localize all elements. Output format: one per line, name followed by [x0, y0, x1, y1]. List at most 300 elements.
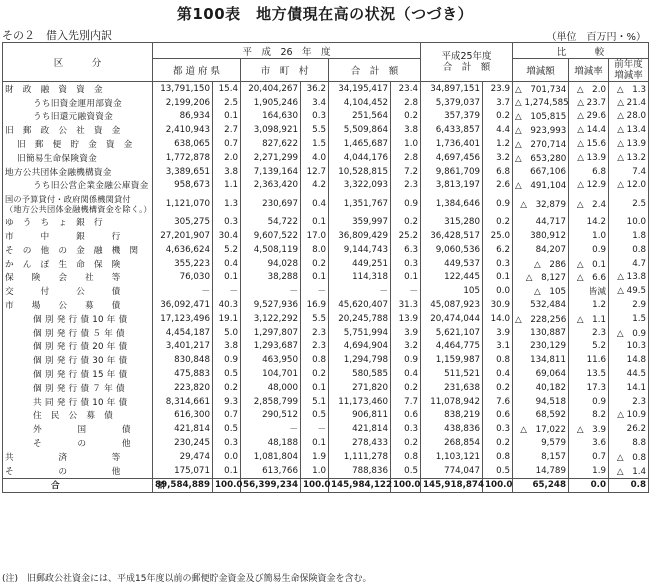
table-cell: 4.4 — [483, 123, 513, 137]
table-cell: 12.7 — [301, 165, 329, 179]
row-label: か ん ぽ 生 命 保 険 — [3, 257, 153, 271]
table-cell: 1,294,798 — [329, 353, 391, 367]
table-cell: 1,465,687 — [329, 137, 391, 151]
table-cell: 7.2 — [391, 165, 421, 179]
table-cell: 9,607,522 — [241, 229, 301, 243]
table-cell: 56,399,234 — [241, 478, 301, 493]
row-label: 国の予算貸付・政府関係機関貸付 （地方公共団体金融機構資金を除く。） — [3, 192, 153, 215]
table-cell: △ 105 — [513, 284, 569, 298]
table-cell: 0.1 — [301, 271, 329, 285]
table-cell: 1,384,646 — [421, 192, 483, 215]
table-cell: 2.5 — [609, 192, 649, 215]
table-cell: 359,997 — [329, 215, 391, 229]
table-cell: 2.3 — [391, 179, 421, 193]
table-cell: 11,173,460 — [329, 395, 391, 409]
table-cell: 0.4 — [391, 367, 421, 381]
table-row — [3, 312, 649, 326]
table-cell: 0.1 — [301, 436, 329, 450]
table-cell: 638,065 — [153, 137, 213, 151]
table-cell: △ 49.5 — [609, 284, 649, 298]
table-cell: 15.4 — [213, 82, 241, 96]
table-cell: 4,464,775 — [421, 340, 483, 354]
table-cell: 1.9 — [301, 450, 329, 464]
row-label: 個 別 発 行 債 10 年 債 — [3, 312, 153, 326]
table-cell: 19.1 — [213, 312, 241, 326]
table-cell: 4.2 — [301, 179, 329, 193]
table-cell: 100.0 — [483, 478, 513, 493]
row-label: 住 民 公 募 債 — [3, 409, 153, 423]
table-cell: 0.2 — [483, 381, 513, 395]
table-subtitle: その２ 借入先別内訳 — [2, 29, 112, 42]
table-cell: △ 17,022 — [513, 422, 569, 436]
table-cell: 6.8 — [569, 165, 609, 179]
table-cell: 958,673 — [153, 179, 213, 193]
table-row — [3, 326, 649, 340]
table-cell: 2.9 — [609, 298, 649, 312]
table-cell: 421,814 — [329, 422, 391, 436]
table-cell: 315,280 — [421, 215, 483, 229]
table-row — [3, 367, 649, 381]
table-cell: 0.8 — [609, 243, 649, 257]
table-cell: 10.3 — [609, 340, 649, 354]
table-cell: 14.1 — [609, 381, 649, 395]
table-cell: 145,918,874 — [421, 478, 483, 493]
table-cell: △ 1.3 — [609, 82, 649, 96]
table-row — [3, 353, 649, 367]
table-cell: △ 1.1 — [569, 312, 609, 326]
table-cell: 613,766 — [241, 464, 301, 478]
table-row — [3, 395, 649, 409]
table-row — [3, 215, 649, 229]
table-cell: 0.2 — [301, 257, 329, 271]
table-cell: 3,322,093 — [329, 179, 391, 193]
table-cell: 305,275 — [153, 215, 213, 229]
table-cell: 34,195,417 — [329, 82, 391, 96]
table-cell: 4,697,456 — [421, 151, 483, 165]
table-cell: 7.4 — [609, 165, 649, 179]
table-cell: 86,934 — [153, 110, 213, 124]
table-cell: 0.2 — [301, 367, 329, 381]
table-cell: 0.3 — [301, 110, 329, 124]
table-cell: 0.1 — [213, 110, 241, 124]
table-cell: 3.1 — [483, 340, 513, 354]
table-cell: △ 8,127 — [513, 271, 569, 285]
table-cell: △ 12.0 — [609, 179, 649, 193]
table-cell: 45,087,923 — [421, 298, 483, 312]
table-cell: 0.2 — [483, 215, 513, 229]
table-cell: 69,064 — [513, 367, 569, 381]
table-cell: 100.0 — [391, 478, 421, 493]
table-row — [3, 409, 649, 423]
header-zennen: 前年度 増減率 — [609, 59, 649, 82]
table-cell: 68,592 — [513, 409, 569, 423]
table-cell: 4,454,187 — [153, 326, 213, 340]
table-cell: 1,293,687 — [241, 340, 301, 354]
table-cell: 30.4 — [213, 229, 241, 243]
row-label: 保 険 会 社 等 — [3, 271, 153, 285]
table-cell: 164,630 — [241, 110, 301, 124]
table-cell: 0.4 — [213, 257, 241, 271]
table-row — [3, 381, 649, 395]
table-row — [3, 137, 649, 151]
table-cell: 44.5 — [609, 367, 649, 381]
table-cell: 0.0 — [213, 450, 241, 464]
row-label: 市 場 公 募 債 — [3, 298, 153, 312]
table-cell: 6.2 — [483, 243, 513, 257]
footnote: (注) 旧郵政公社資金には、平成15年度以前の郵便貯金資金及び簡易生命保険資金を含む。 — [2, 574, 372, 584]
header-kubun: 区 分 — [3, 43, 153, 82]
row-label: 外 国 債 — [3, 422, 153, 436]
table-cell: 100.0 — [301, 478, 329, 493]
table-cell: 838,219 — [421, 409, 483, 423]
table-cell: △ 2.0 — [569, 82, 609, 96]
table-cell: 0.9 — [213, 353, 241, 367]
table-cell: 94,518 — [513, 395, 569, 409]
table-cell: 20,404,267 — [241, 82, 301, 96]
table-cell: 0.5 — [483, 464, 513, 478]
table-cell: △ 2.4 — [569, 192, 609, 215]
table-row — [3, 165, 649, 179]
table-cell: 278,433 — [329, 436, 391, 450]
table-cell: 13.5 — [569, 367, 609, 381]
table-cell: 114,318 — [329, 271, 391, 285]
table-cell: 1.9 — [569, 464, 609, 478]
table-cell: 0.5 — [213, 422, 241, 436]
table-cell: 3.2 — [391, 340, 421, 354]
header-h26: 平 成 26 年 度 — [153, 43, 421, 59]
table-cell: 44,717 — [513, 215, 569, 229]
table-cell: 2,199,206 — [153, 96, 213, 110]
table-cell: 2.5 — [213, 96, 241, 110]
row-label: 個 別 発 行 債 ５ 年 債 — [3, 326, 153, 340]
row-label: 旧 郵 政 公 社 資 金 — [3, 123, 153, 137]
table-cell: 0.4 — [301, 192, 329, 215]
table-cell: △ 1,274,585 — [513, 96, 569, 110]
table-cell: 906,811 — [329, 409, 391, 423]
table-cell: 5.0 — [213, 326, 241, 340]
table-cell: 134,811 — [513, 353, 569, 367]
table-cell: 0.8 — [391, 450, 421, 464]
table-cell: 3.8 — [391, 123, 421, 137]
table-cell: 1.0 — [569, 229, 609, 243]
table-cell: △ 29.6 — [569, 110, 609, 124]
row-label: うち旧還元融資資金 — [3, 110, 153, 124]
table-cell: 36,092,471 — [153, 298, 213, 312]
table-cell: 3,401,217 — [153, 340, 213, 354]
table-cell: 380,912 — [513, 229, 569, 243]
table-cell: 36,809,429 — [329, 229, 391, 243]
table-cell: － — [241, 422, 301, 436]
table-cell: 3.4 — [301, 96, 329, 110]
table-row — [3, 82, 649, 96]
table-cell: 449,251 — [329, 257, 391, 271]
table-cell: 皆減 — [569, 284, 609, 298]
row-label: 地方公共団体金融機構資金 — [3, 165, 153, 179]
table-cell: 89,584,889 — [153, 478, 213, 493]
page-title: 第100表 地方債現在高の状況（つづき） — [176, 5, 474, 23]
table-row — [3, 110, 649, 124]
table-cell: 2.8 — [391, 151, 421, 165]
debt-table — [2, 42, 649, 493]
row-label: うち旧公営企業金融公庫資金 — [3, 179, 153, 193]
table-cell: 0.3 — [483, 257, 513, 271]
table-cell: 36,428,517 — [421, 229, 483, 243]
table-cell: － — [301, 284, 329, 298]
table-cell: △ 13.9 — [609, 137, 649, 151]
table-cell: △ 228,256 — [513, 312, 569, 326]
table-cell: 30.9 — [483, 298, 513, 312]
table-cell: 7.7 — [391, 395, 421, 409]
table-cell: 2.3 — [569, 326, 609, 340]
table-cell: 1,351,767 — [329, 192, 391, 215]
table-cell: △ 701,734 — [513, 82, 569, 96]
table-cell: 25.2 — [391, 229, 421, 243]
table-cell: 4,104,452 — [329, 96, 391, 110]
row-label: 旧簡易生命保険資金 — [3, 151, 153, 165]
table-cell: 25.0 — [483, 229, 513, 243]
table-cell: 3,122,292 — [241, 312, 301, 326]
table-cell: △ 12.9 — [569, 179, 609, 193]
table-cell: 9,579 — [513, 436, 569, 450]
table-cell: 0.9 — [569, 395, 609, 409]
table-cell: 0.5 — [391, 464, 421, 478]
table-cell: 357,379 — [421, 110, 483, 124]
row-label: そ の 他 の 金 融 機 関 — [3, 243, 153, 257]
table-cell: △ 653,280 — [513, 151, 569, 165]
table-cell: 104,701 — [241, 367, 301, 381]
table-cell: 0.8 — [609, 478, 649, 493]
table-cell: 1.0 — [301, 464, 329, 478]
table-row — [3, 243, 649, 257]
table-cell: 0.2 — [391, 110, 421, 124]
table-cell: 0.9 — [391, 192, 421, 215]
row-label: 共 済 等 — [3, 450, 153, 464]
table-cell: 1.1 — [213, 179, 241, 193]
table-body — [3, 82, 649, 493]
table-cell: 9,060,536 — [421, 243, 483, 257]
table-cell: 0.3 — [391, 257, 421, 271]
table-cell: 0.5 — [213, 367, 241, 381]
table-cell: 2,363,420 — [241, 179, 301, 193]
table-cell: 16.9 — [301, 298, 329, 312]
table-cell: △ 13.8 — [609, 271, 649, 285]
table-cell: 475,883 — [153, 367, 213, 381]
table-cell: 11,078,942 — [421, 395, 483, 409]
table-cell: 0.8 — [301, 353, 329, 367]
table-cell: 0.2 — [391, 436, 421, 450]
table-cell: 1,121,070 — [153, 192, 213, 215]
header-zougaku: 増減額 — [513, 59, 569, 82]
table-cell: △ 491,104 — [513, 179, 569, 193]
table-cell: 830,848 — [153, 353, 213, 367]
table-row — [3, 229, 649, 243]
table-cell: △ 105,815 — [513, 110, 569, 124]
table-cell: △ 923,993 — [513, 123, 569, 137]
table-cell: 14.8 — [609, 353, 649, 367]
table-cell: 271,820 — [329, 381, 391, 395]
table-cell: 0.1 — [213, 464, 241, 478]
table-cell: 14.0 — [483, 312, 513, 326]
table-cell: 2.8 — [391, 96, 421, 110]
row-label: うち旧資金運用部資金 — [3, 96, 153, 110]
table-cell: △ 13.4 — [609, 123, 649, 137]
table-cell: 94,028 — [241, 257, 301, 271]
table-cell: 13,791,150 — [153, 82, 213, 96]
table-cell: 231,638 — [421, 381, 483, 395]
table-cell: 7,139,164 — [241, 165, 301, 179]
table-cell: 788,836 — [329, 464, 391, 478]
table-cell: 8.2 — [569, 409, 609, 423]
table-row — [3, 464, 649, 478]
table-cell: － — [391, 284, 421, 298]
table-cell: 8.8 — [609, 436, 649, 450]
table-cell: 40,182 — [513, 381, 569, 395]
row-label: 共 同 発 行 債 10 年 債 — [3, 395, 153, 409]
table-cell: 0.6 — [391, 409, 421, 423]
table-cell: △ 13.9 — [569, 151, 609, 165]
table-cell: △ 0.1 — [569, 257, 609, 271]
table-cell: 105 — [421, 284, 483, 298]
table-cell: △ 0.9 — [609, 326, 649, 340]
table-cell: 1,081,804 — [241, 450, 301, 464]
table-cell: 76,030 — [153, 271, 213, 285]
table-cell: 9.3 — [213, 395, 241, 409]
table-cell: 20,245,788 — [329, 312, 391, 326]
table-cell: 40.3 — [213, 298, 241, 312]
table-cell: 36.2 — [301, 82, 329, 96]
table-cell: 463,950 — [241, 353, 301, 367]
table-cell: △ 13.2 — [609, 151, 649, 165]
table-cell: 580,585 — [329, 367, 391, 381]
table-row — [3, 96, 649, 110]
table-cell: 4,044,176 — [329, 151, 391, 165]
table-cell: 1,159,987 — [421, 353, 483, 367]
table-cell: 5.2 — [569, 340, 609, 354]
table-cell: 5,621,107 — [421, 326, 483, 340]
row-label: 旧 郵 便 貯 金 資 金 — [3, 137, 153, 151]
table-cell: 1.2 — [569, 298, 609, 312]
table-cell: 0.7 — [213, 409, 241, 423]
table-cell: 175,071 — [153, 464, 213, 478]
table-cell: 4,694,904 — [329, 340, 391, 354]
table-cell: △ 1.4 — [609, 464, 649, 478]
table-cell: 3.7 — [483, 96, 513, 110]
table-cell: 48,188 — [241, 436, 301, 450]
table-cell: 17.3 — [569, 381, 609, 395]
table-cell: 0.9 — [391, 353, 421, 367]
table-cell: 3,813,197 — [421, 179, 483, 193]
table-cell: 0.9 — [569, 243, 609, 257]
table-cell: 14,789 — [513, 464, 569, 478]
table-cell: 17.0 — [301, 229, 329, 243]
table-cell: 0.0 — [569, 478, 609, 493]
table-cell: 4,636,624 — [153, 243, 213, 257]
table-cell: 0.2 — [483, 110, 513, 124]
table-row — [3, 192, 649, 215]
table-cell: 230,697 — [241, 192, 301, 215]
row-label: 市 中 銀 行 — [3, 229, 153, 243]
table-cell: 0.6 — [483, 409, 513, 423]
table-cell: 774,047 — [421, 464, 483, 478]
table-cell: 3.9 — [391, 326, 421, 340]
table-cell: 0.8 — [483, 353, 513, 367]
table-cell: 1,772,878 — [153, 151, 213, 165]
table-cell: 17,123,496 — [153, 312, 213, 326]
table-cell: 268,854 — [421, 436, 483, 450]
table-cell: 1.3 — [213, 192, 241, 215]
table-cell: 9,144,743 — [329, 243, 391, 257]
table-cell: 4.7 — [609, 257, 649, 271]
table-cell: 122,445 — [421, 271, 483, 285]
table-cell: 2.3 — [301, 326, 329, 340]
table-cell: 84,207 — [513, 243, 569, 257]
table-cell: 5.1 — [301, 395, 329, 409]
table-cell: 616,300 — [153, 409, 213, 423]
table-cell: 0.1 — [301, 215, 329, 229]
table-cell: 5.2 — [213, 243, 241, 257]
table-cell: － — [153, 284, 213, 298]
table-cell: 0.3 — [391, 422, 421, 436]
table-cell: 1.2 — [483, 137, 513, 151]
table-cell: 4,508,119 — [241, 243, 301, 257]
table-cell: 6.3 — [391, 243, 421, 257]
table-cell: 14.2 — [569, 215, 609, 229]
row-label: そ の 他 — [3, 436, 153, 450]
row-label: ゆ う ち ょ 銀 行 — [3, 215, 153, 229]
row-label: 個 別 発 行 債 ７ 年 債 — [3, 381, 153, 395]
table-cell: 6,433,857 — [421, 123, 483, 137]
table-cell: 5,751,994 — [329, 326, 391, 340]
table-cell: △ 28.0 — [609, 110, 649, 124]
table-cell: 0.4 — [483, 367, 513, 381]
table-cell: 3.2 — [483, 151, 513, 165]
table-cell: 1.5 — [609, 312, 649, 326]
table-cell: 290,512 — [241, 409, 301, 423]
table-cell: 0.7 — [213, 137, 241, 151]
row-label: 個 別 発 行 債 20 年 債 — [3, 340, 153, 354]
table-row — [3, 123, 649, 137]
row-label: 財 政 融 資 資 金 — [3, 82, 153, 96]
table-cell: 8,314,661 — [153, 395, 213, 409]
table-cell: 0.9 — [483, 192, 513, 215]
table-cell: 2.7 — [213, 123, 241, 137]
table-cell: 0.2 — [483, 436, 513, 450]
table-cell: 3.9 — [483, 326, 513, 340]
table-cell: 438,836 — [421, 422, 483, 436]
table-cell: 38,288 — [241, 271, 301, 285]
table-cell: － — [241, 284, 301, 298]
table-cell: 9,861,709 — [421, 165, 483, 179]
table-cell: 10,528,815 — [329, 165, 391, 179]
table-cell: 2.0 — [213, 151, 241, 165]
table-cell: 1,111,278 — [329, 450, 391, 464]
table-cell: 48,000 — [241, 381, 301, 395]
table-cell: 449,537 — [421, 257, 483, 271]
table-cell: 511,521 — [421, 367, 483, 381]
table-cell: 0.7 — [569, 450, 609, 464]
table-cell: △ 10.9 — [609, 409, 649, 423]
table-cell: 0.1 — [391, 271, 421, 285]
row-label: 個 別 発 行 債 30 年 債 — [3, 353, 153, 367]
table-cell: 827,622 — [241, 137, 301, 151]
table-cell: 2,858,799 — [241, 395, 301, 409]
table-cell: 2.6 — [483, 179, 513, 193]
table-cell: 27,201,907 — [153, 229, 213, 243]
table-row — [3, 271, 649, 285]
table-cell: 3,389,651 — [153, 165, 213, 179]
table-cell: 0.1 — [483, 271, 513, 285]
table-cell: － — [301, 422, 329, 436]
